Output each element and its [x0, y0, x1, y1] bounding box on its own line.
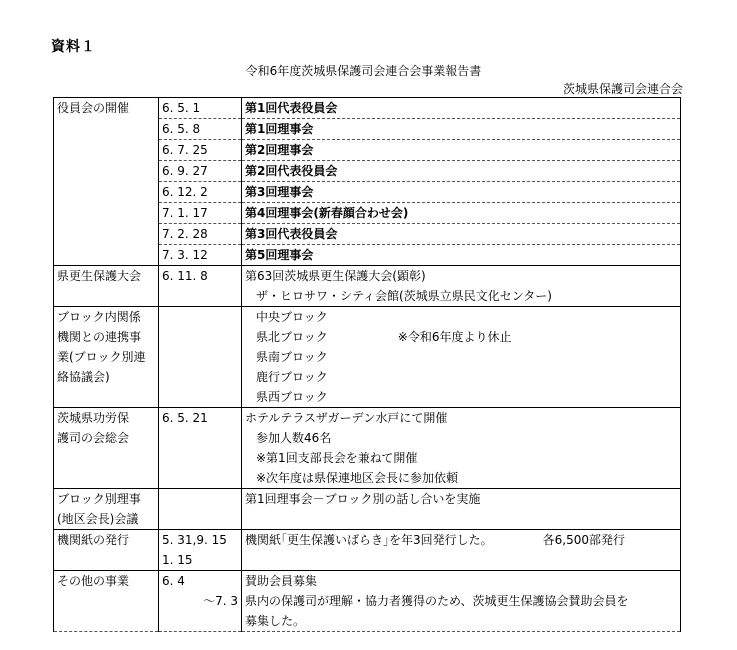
date-cell: 6. 5. 21	[159, 408, 242, 489]
content-line: 鹿行ブロック	[242, 367, 681, 387]
date-cell: ～7. 3	[159, 591, 242, 611]
date-cell: 6. 4	[159, 571, 242, 592]
table-row	[54, 98, 681, 119]
content-line: ※第1回支部長会を兼ねて開催	[242, 448, 681, 468]
category-line: 業(ブロック別連	[57, 350, 146, 364]
date-cell: 7. 2. 28	[159, 224, 242, 245]
category-line: 茨城県功労保	[57, 411, 130, 425]
content-line: ホテルテラスザガーデン水戸にて開催	[242, 408, 681, 429]
category-cell: その他の事業	[54, 571, 159, 632]
category-cell: 機関紙の発行	[54, 530, 159, 571]
category-line: ブロック別理事	[57, 492, 141, 506]
content-line: ※次年度は県保連地区会長に参加依頼	[242, 468, 681, 489]
table-row	[54, 266, 681, 287]
date-cell	[159, 307, 242, 408]
table-row	[54, 530, 681, 551]
content-line: ザ・ヒロサワ・シティ会館(茨城県立県民文化センター)	[242, 286, 681, 307]
content-cell: 第1回理事会	[242, 119, 681, 140]
table-row	[54, 571, 681, 592]
category-line: (地区会長)会議	[57, 512, 139, 526]
content-line: 県西ブロック	[242, 387, 681, 408]
content-cell: 第3回理事会	[242, 182, 681, 203]
category-line: ブロック内関係	[57, 310, 141, 324]
category-line: 絡協議会)	[57, 370, 110, 384]
copies-note: 各6,500部発行	[542, 533, 625, 547]
content-line: 募集した。	[242, 611, 681, 632]
content-line	[242, 327, 681, 347]
category-cell	[54, 489, 159, 530]
date-cell: 7. 1. 17	[159, 203, 242, 224]
content-cell: 第4回理事会(新春顔合わせ会)	[242, 203, 681, 224]
content-cell: 第3回代表役員会	[242, 224, 681, 245]
bulletin-text: 機関紙｢更生保護いばらき｣を年3回発行した。	[245, 533, 493, 547]
table-row	[54, 307, 681, 328]
category-line: 護司の会総会	[57, 431, 130, 445]
document-title-text: 令和6年度茨城県保護司会連合会事業報告書	[245, 64, 482, 78]
content-cell: 第1回代表役員会	[242, 98, 681, 119]
content-line	[242, 530, 681, 571]
date-cell: 6. 7. 25	[159, 140, 242, 161]
content-line: 第63回茨城県更生保護大会(顕彰)	[242, 266, 681, 287]
content-line: 県内の保護司が理解・協力者獲得のため、茨城更生保護協会賛助会員を	[242, 591, 681, 611]
category-cell	[54, 408, 159, 489]
date-cell: 1. 15	[159, 550, 242, 571]
date-cell: 5. 31,9. 15	[159, 530, 242, 551]
date-cell: 6. 12. 2	[159, 182, 242, 203]
date-cell: 6. 5. 1	[159, 98, 242, 119]
document-title	[0, 62, 737, 79]
content-line: 中央ブロック	[242, 307, 681, 328]
table-row	[54, 408, 681, 429]
date-cell: 6. 5. 8	[159, 119, 242, 140]
content-line: 県南ブロック	[242, 347, 681, 367]
content-cell: 第2回代表役員会	[242, 161, 681, 182]
date-cell	[159, 489, 242, 530]
date-cell	[159, 611, 242, 632]
category-cell: 県更生保護大会	[54, 266, 159, 307]
date-cell: 7. 3. 12	[159, 245, 242, 266]
content-line: 第1回理事会－ブロック別の話し合いを実施	[242, 489, 681, 530]
date-cell: 6. 11. 8	[159, 266, 242, 307]
organization-name: 茨城県保護司会連合会	[562, 82, 683, 96]
category-line: 機関との連携事	[57, 330, 142, 344]
report-table	[53, 97, 681, 632]
date-cell: 6. 9. 27	[159, 161, 242, 182]
content-line: 参加人数46名	[242, 428, 681, 448]
category-cell	[54, 307, 159, 408]
category-cell: 役員会の開催	[54, 98, 159, 266]
suspension-note: ※令和6年度より休止	[397, 330, 512, 344]
document-label: 資料１	[51, 39, 96, 55]
content-line: 賛助会員募集	[242, 571, 681, 592]
content-cell: 第5回理事会	[242, 245, 681, 266]
content-cell: 第2回理事会	[242, 140, 681, 161]
block-name: 県北ブロック	[256, 330, 328, 344]
